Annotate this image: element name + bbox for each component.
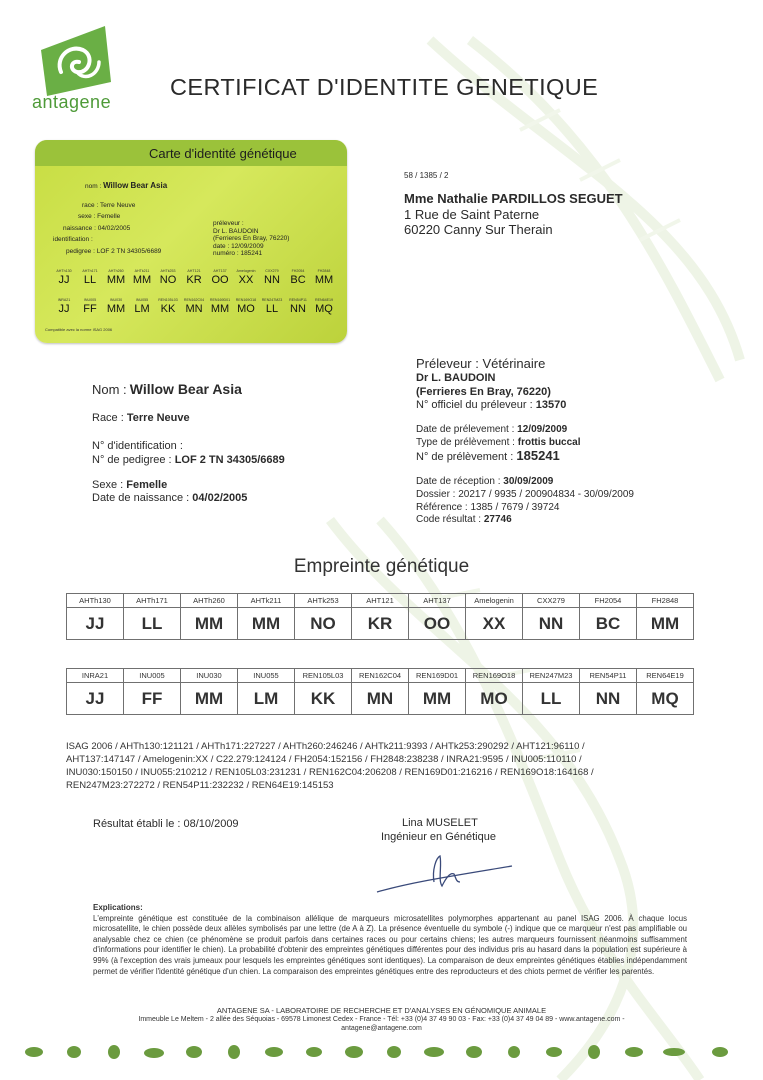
card-marker-cell xyxy=(51,298,77,315)
card-preleveur-name: Dr L. BAUDOIN xyxy=(213,227,259,235)
card-marker-cell xyxy=(181,298,207,315)
card-marker-genotype: MM xyxy=(210,303,230,315)
card-marker-cell xyxy=(233,298,259,315)
card-marker-name: CXX279 xyxy=(265,269,279,273)
marker-name: INU055 xyxy=(238,669,295,683)
sample-dossier-value: 20217 / 9935 / 200904834 - 30/09/2009 xyxy=(458,489,634,500)
card-marker-cell xyxy=(103,298,129,315)
card-marker-name: AHTh260 xyxy=(108,269,124,273)
card-marker-genotype: LM xyxy=(134,303,150,315)
marker-genotype: OO xyxy=(409,608,466,640)
sample-date-value: 12/09/2009 xyxy=(517,424,568,435)
card-marker-name: AHT121 xyxy=(187,269,201,273)
card-genotype-row-1 xyxy=(51,269,337,286)
card-nom-value: Willow Bear Asia xyxy=(103,181,168,190)
sample-date xyxy=(416,424,567,435)
animal-pedigree xyxy=(92,454,285,466)
animal-sexe-label: Sexe : xyxy=(92,479,124,491)
card-marker-genotype: JJ xyxy=(58,274,70,286)
signature-icon xyxy=(372,852,522,902)
card-pedigree-row xyxy=(66,248,161,255)
card-preleveur-block xyxy=(213,220,289,258)
card-marker-genotype: XX xyxy=(238,274,254,286)
card-sexe-row xyxy=(78,213,120,220)
animal-silhouettes-icon xyxy=(22,1040,742,1062)
marker-genotype: NO xyxy=(295,608,352,640)
card-marker-cell xyxy=(285,298,311,315)
card-marker-genotype: NO xyxy=(159,274,177,286)
marker-genotype: XX xyxy=(466,608,523,640)
card-marker-genotype: LL xyxy=(265,303,279,315)
isag-line-2: AHT137:147147 / Amelogenin:XX / C22.279:124124 / FH2054:152156 / FH2848:238238 / INRA21:9595 / INU005:110110 / xyxy=(66,754,582,765)
card-marker-cell xyxy=(311,269,337,286)
card-marker-name: AHT137 xyxy=(213,269,227,273)
animal-identification-label: N° d'identification : xyxy=(92,440,183,452)
sample-code xyxy=(416,514,512,525)
sample-reception-value: 30/09/2009 xyxy=(503,476,554,487)
result-date: 08/10/2009 xyxy=(183,818,239,830)
card-date: date : 12/09/2009 xyxy=(213,242,264,250)
card-identification-label: identification : xyxy=(53,236,93,243)
marker-name: AHT121 xyxy=(352,594,409,608)
animal-nom-label: Nom : xyxy=(92,382,127,397)
card-marker-cell xyxy=(259,269,285,286)
marker-name: INRA21 xyxy=(67,669,124,683)
card-marker-cell xyxy=(155,298,181,315)
card-marker-name: AHTh171 xyxy=(82,269,98,273)
marker-name: AHTh130 xyxy=(67,594,124,608)
isag-line-3: INU030:150150 / INU055:210212 / REN105L03:231231 / REN162C04:206208 / REN169D01:216216 / REN169O18:164168 / xyxy=(66,767,594,778)
card-marker-genotype: MQ xyxy=(315,303,333,315)
marker-genotype: JJ xyxy=(67,683,124,715)
sample-numero-label: N° de prélèvement : xyxy=(416,451,514,463)
card-marker-cell xyxy=(51,269,77,286)
animal-naissance xyxy=(92,492,247,504)
sample-reference-label: Référence : xyxy=(416,502,468,513)
marker-name: AHTh171 xyxy=(124,594,181,608)
preleveur-official xyxy=(416,399,566,411)
card-marker-genotype: BC xyxy=(290,274,306,286)
card-marker-name: REN162C04 xyxy=(183,298,205,302)
sample-type-label: Type de prélèvement : xyxy=(416,437,515,448)
result-label: Résultat établi le : xyxy=(93,818,181,830)
card-marker-genotype: NN xyxy=(264,274,280,286)
card-marker-genotype: NN xyxy=(290,303,306,315)
marker-genotype: MQ xyxy=(637,683,694,715)
sample-dossier-label: Dossier : xyxy=(416,489,456,500)
preleveur-location: (Ferrieres En Bray, 76220) xyxy=(416,386,551,398)
animal-pedigree-label: N° de pedigree : xyxy=(92,454,172,466)
preleveur-name: Dr L. BAUDOIN xyxy=(416,372,496,384)
card-preleveur-label: préleveur : xyxy=(213,220,244,227)
card-marker-name: FH2054 xyxy=(291,269,305,273)
marker-genotype: LL xyxy=(523,683,580,715)
preleveur-official-number: 13570 xyxy=(535,399,567,411)
card-marker-genotype: KR xyxy=(186,274,202,286)
card-pedigree-label: pedigree : xyxy=(66,248,95,255)
card-marker-name: Amelogenin xyxy=(236,269,256,273)
sample-reference xyxy=(416,502,559,513)
animal-nom xyxy=(92,381,242,397)
card-marker-name: INU005 xyxy=(83,298,97,302)
animal-race-value: Terre Neuve xyxy=(126,412,190,424)
marker-genotype: MM xyxy=(409,683,466,715)
card-marker-name: AHTk253 xyxy=(160,269,176,273)
card-marker-genotype: LL xyxy=(83,274,97,286)
marker-name: AHT137 xyxy=(409,594,466,608)
card-naissance-label: naissance : xyxy=(63,225,96,232)
card-marker-genotype: MN xyxy=(185,303,203,315)
marker-genotype: LM xyxy=(238,683,295,715)
marker-name: REN64E19 xyxy=(637,669,694,683)
card-marker-name: REN105L03 xyxy=(158,298,178,302)
marker-genotype: LL xyxy=(124,608,181,640)
card-marker-cell xyxy=(207,269,233,286)
card-marker-cell xyxy=(181,269,207,286)
card-marker-cell xyxy=(103,269,129,286)
card-numero: numéro : 185241 xyxy=(213,250,263,257)
result-established xyxy=(93,818,239,830)
card-marker-cell xyxy=(77,269,103,286)
isag-line-1: ISAG 2006 / AHTh130:121121 / AHTh171:227227 / AHTh260:246246 / AHTk211:9393 / AHTk253:290292 / AHT121:96110 / xyxy=(66,741,585,752)
footer-line-1: ANTAGENE SA - LABORATOIRE DE RECHERCHE ET D'ANALYSES EN GÉNOMIQUE ANIMALE xyxy=(216,1006,547,1015)
marker-genotype: MO xyxy=(466,683,523,715)
marker-table-2 xyxy=(66,668,694,715)
marker-name: REN247M23 xyxy=(523,669,580,683)
marker-genotype: MM xyxy=(637,608,694,640)
sample-code-value: 27746 xyxy=(483,514,512,525)
marker-name: CXX279 xyxy=(523,594,580,608)
card-marker-name: REN169O18 xyxy=(235,298,257,302)
sample-numero xyxy=(416,448,560,463)
sample-code-label: Code résultat : xyxy=(416,514,482,525)
card-sexe-label: sexe : xyxy=(78,213,96,220)
card-marker-name: INU030 xyxy=(109,298,123,302)
card-sexe-value: Femelle xyxy=(97,213,121,220)
animal-naissance-label: Date de naissance : xyxy=(92,492,190,504)
card-marker-name: AHTh130 xyxy=(56,269,72,273)
sample-numero-value: 185241 xyxy=(516,448,560,463)
card-nom-row xyxy=(85,181,167,190)
card-marker-genotype: OO xyxy=(211,274,229,286)
recipient-name: Mme Nathalie PARDILLOS SEGUET xyxy=(404,191,623,206)
card-marker-cell xyxy=(129,298,155,315)
page-title: CERTIFICAT D'IDENTITE GENETIQUE xyxy=(170,74,599,100)
isag-line-4: REN247M23:272272 / REN54P11:232232 / REN64E19:145153 xyxy=(66,780,334,791)
animal-naissance-value: 04/02/2005 xyxy=(192,492,248,504)
card-marker-genotype: MM xyxy=(106,303,126,315)
marker-genotype: KK xyxy=(295,683,352,715)
card-marker-name: REN54P11 xyxy=(289,298,307,302)
card-naissance-value: 04/02/2005 xyxy=(97,225,131,232)
marker-genotype: NN xyxy=(580,683,637,715)
card-marker-name: AHTk211 xyxy=(134,269,150,273)
signatory-name: Lina MUSELET xyxy=(402,817,478,829)
card-marker-cell xyxy=(129,269,155,286)
card-marker-cell xyxy=(207,298,233,315)
marker-name: Amelogenin xyxy=(466,594,523,608)
card-marker-genotype: KK xyxy=(160,303,176,315)
card-race-row xyxy=(82,202,135,209)
marker-name: AHTh260 xyxy=(181,594,238,608)
card-race-label: race : xyxy=(82,202,99,209)
card-marker-cell xyxy=(77,298,103,315)
animal-pedigree-value: LOF 2 TN 34305/6689 xyxy=(174,454,285,466)
footer-line-3: antagene@antagene.com xyxy=(341,1025,422,1032)
recipient-address-line-2: 60220 Canny Sur Therain xyxy=(404,222,553,237)
preleveur-title: Préleveur : Vétérinaire xyxy=(416,356,546,371)
preleveur-official-label: N° officiel du préleveur : xyxy=(416,399,533,411)
card-nom-label: nom : xyxy=(85,183,102,190)
card-naissance-row xyxy=(63,225,130,232)
card-marker-name: REN64E19 xyxy=(315,298,333,302)
marker-name: AHTk253 xyxy=(295,594,352,608)
card-marker-name: INRA21 xyxy=(57,298,71,302)
marker-genotype: KR xyxy=(352,608,409,640)
section-title-empreinte: Empreinte génétique xyxy=(293,556,470,577)
explanations-text: L'empreinte génétique est constituée de la combinaison allélique de marqueurs microsatellites polymorphes appartenant au panel ISAG 2006. À chaque locus microsatellite, le chien possède deux allèles symbolisés par une lettre (de A à Z). La présence éventuelle du symbole (-) indique que ce marqueur n'est pas amplifiable ou analysable chez ce chien (ce phénomène se produit parfois dans certaines races ou pour certains chiens; les autres marqueurs fournissent néanmoins suffisamment d'informations pour identifier le chien). La probabilité d'obtenir des empreintes génétiques différentes pour des individus pris au hasard dans la population est supérieure à 99% (à l'exception des vrais jumeaux pour lesquels les empreintes génétiques sont identiques). La comparaison de deux empreintes génétiques établies indépendamment permet de vérifier l'identité génétique d'un chien. La comparaison des empreintes génétiques entre des reproducteurs et des chiots permet de vérifier les parentés. xyxy=(93,913,687,976)
card-marker-name: FH2848 xyxy=(317,269,331,273)
card-compatibility-note: Compatible avec la norme ISAG 2006 xyxy=(45,327,113,332)
marker-name: REN162C04 xyxy=(352,669,409,683)
marker-name: INU030 xyxy=(181,669,238,683)
card-title: Carte d'identité génétique xyxy=(149,146,297,161)
marker-table-1 xyxy=(66,593,694,640)
card-marker-cell xyxy=(285,269,311,286)
brand-name: antagene xyxy=(32,92,112,112)
marker-genotype: MM xyxy=(181,608,238,640)
marker-genotype: BC xyxy=(580,608,637,640)
signatory-role: Ingénieur en Génétique xyxy=(381,831,496,843)
sample-date-label: Date de prélevement : xyxy=(416,424,515,435)
card-pedigree-value: LOF 2 TN 34305/6689 xyxy=(96,248,162,255)
explanations-title: Explications: xyxy=(93,903,143,912)
sample-type-value: frottis buccal xyxy=(517,437,581,448)
reference-number: 58 / 1385 / 2 xyxy=(404,171,449,180)
card-marker-cell xyxy=(155,269,181,286)
card-marker-genotype: MM xyxy=(106,274,126,286)
animal-sexe-value: Femelle xyxy=(126,479,168,491)
marker-name: FH2054 xyxy=(580,594,637,608)
marker-name: INU005 xyxy=(124,669,181,683)
card-marker-genotype: MO xyxy=(237,303,255,315)
sample-type xyxy=(416,437,581,448)
card-marker-cell xyxy=(311,298,337,315)
marker-name: REN54P11 xyxy=(580,669,637,683)
genetic-id-card xyxy=(35,140,347,343)
marker-name: REN169O18 xyxy=(466,669,523,683)
marker-genotype: NN xyxy=(523,608,580,640)
sample-reference-value: 1385 / 7679 / 39724 xyxy=(470,502,560,513)
card-preleveur-location: (Ferrieres En Bray, 76220) xyxy=(213,235,290,242)
card-marker-genotype: JJ xyxy=(58,303,70,315)
card-marker-genotype: MM xyxy=(132,274,152,286)
card-marker-name: INU055 xyxy=(135,298,149,302)
animal-race xyxy=(92,412,190,424)
sample-reception xyxy=(416,476,553,487)
card-genotype-row-2 xyxy=(51,298,337,315)
marker-name: REN105L03 xyxy=(295,669,352,683)
marker-genotype: MM xyxy=(238,608,295,640)
marker-name: REN169D01 xyxy=(409,669,466,683)
marker-genotype: FF xyxy=(124,683,181,715)
marker-name: AHTk211 xyxy=(238,594,295,608)
explanations xyxy=(93,903,687,977)
footer-line-2: Immeuble Le Meltem - 2 allée des Séquoias - 69578 Limonest Cedex - France - Tél: +33 (0)4 37 49 90 03 - Fax: +33 (0)4 37 49 04 89 - www.antagene.com - xyxy=(138,1016,625,1023)
marker-genotype: JJ xyxy=(67,608,124,640)
sample-dossier xyxy=(416,489,634,500)
card-marker-cell xyxy=(233,269,259,286)
animal-sexe xyxy=(92,479,167,491)
recipient-address-line-1: 1 Rue de Saint Paterne xyxy=(404,207,540,222)
card-race-value: Terre Neuve xyxy=(99,202,136,209)
card-marker-name: REN247M23 xyxy=(261,298,283,302)
card-marker-cell xyxy=(259,298,285,315)
marker-genotype: MN xyxy=(352,683,409,715)
marker-name: FH2848 xyxy=(637,594,694,608)
card-marker-genotype: FF xyxy=(83,303,97,315)
card-marker-name: REN169D01 xyxy=(209,298,231,302)
sample-reception-label: Date de réception : xyxy=(416,476,501,487)
card-marker-genotype: MM xyxy=(314,274,334,286)
animal-race-label: Race : xyxy=(92,412,124,424)
marker-genotype: MM xyxy=(181,683,238,715)
animal-nom-value: Willow Bear Asia xyxy=(129,381,242,397)
